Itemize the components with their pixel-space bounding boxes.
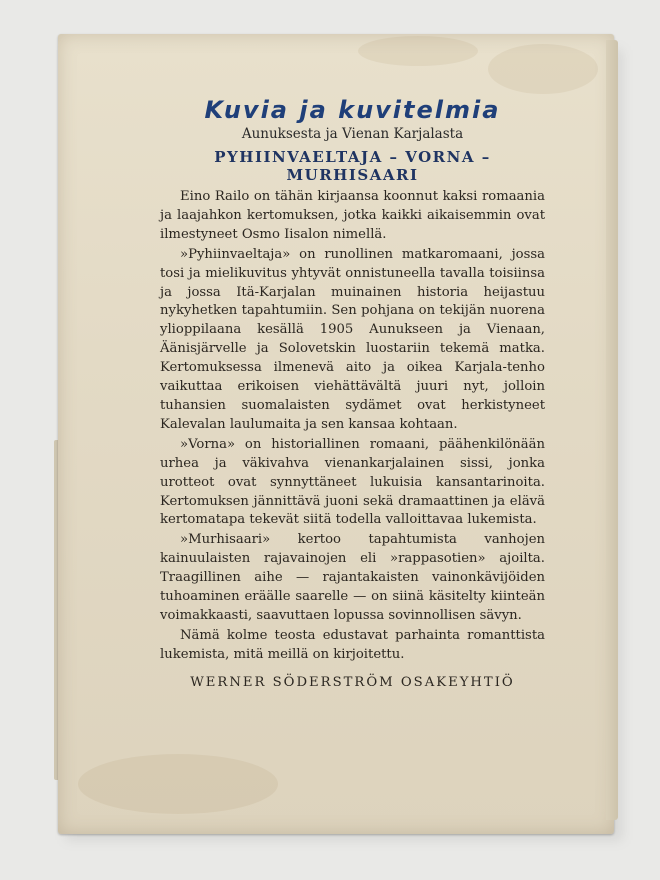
- blurb-paragraph: »Vorna» on historiallinen romaani, päähenkilönään urhea ja väkivahva vienankarjalainen sissi, jonka urotteot ovat synnyttäneet lukuisia kansantarinoita. Kertomuksen jännittävä juoni sekä dramaattinen ja elävä kertomatapa tekevät siitä todella valloittavaa lukemista.: [160, 436, 545, 528]
- book-subtitle: Aunuksesta ja Vienan Karjalasta: [241, 126, 464, 142]
- publisher-name: WERNER SÖDERSTRÖM OSAKEYHTIÖ: [190, 674, 515, 690]
- cover-text: [160, 96, 545, 690]
- blurb-paragraph: Nämä kolme teosta edustavat parhainta romanttista lukemista, mitä meillä on kirjoitettu.: [160, 627, 545, 662]
- book-title: Kuvia ja kuvitelmia: [204, 96, 501, 124]
- cover-stain: [78, 754, 278, 814]
- works-list: PYHIINVAELTAJA – VORNA – MURHISAARI: [214, 148, 491, 184]
- cover-stain: [358, 36, 478, 66]
- blurb-paragraph: Eino Railo on tähän kirjaansa koonnut kaksi romaania ja laajahkon kertomuksen, jotka kaikki aikaisemmin ovat ilmestyneet Osmo Iisalon nimellä.: [160, 189, 545, 242]
- blurb-paragraph: »Murhisaari» kertoo tapahtumista vanhojen kainuulaisten rajavainojen eli »rappasotien» ajoilta. Traagillinen aihe — rajantakaisten vainonkävijöiden tuhoaminen eräälle saarelle — on siinä käsitelty kiinteän voimakkaasti, saavuttaen lopussa sovinnollisen sävyn.: [160, 532, 545, 623]
- book-page-edge: [606, 40, 618, 820]
- blurb-paragraph: »Pyhiinvaeltaja» on runollinen matkaromaani, jossa tosi ja mielikuvitus yhtyvät onnistuneella tavalla toisiinsa ja jossa Itä-Karjalan muinainen historia heijastuu nykyhetken tapahtumiin. Sen pohjana on tekijän nuorena ylioppilaana kesällä 1905 Aunukseen ja Vienaan, Äänisjärvelle ja Solovetskin luostariin tekemä matka. Kertomuksessa ilmenevä aito ja oikea Karjala-tenho vaikuttaa erikoisen viehättävältä juuri nyt, jolloin tuhansien suomalaisten sydämet ovat herkistyneet Kalevalan laulumaita ja sen kansaa kohtaan.: [160, 246, 545, 432]
- cover-stain: [488, 44, 598, 94]
